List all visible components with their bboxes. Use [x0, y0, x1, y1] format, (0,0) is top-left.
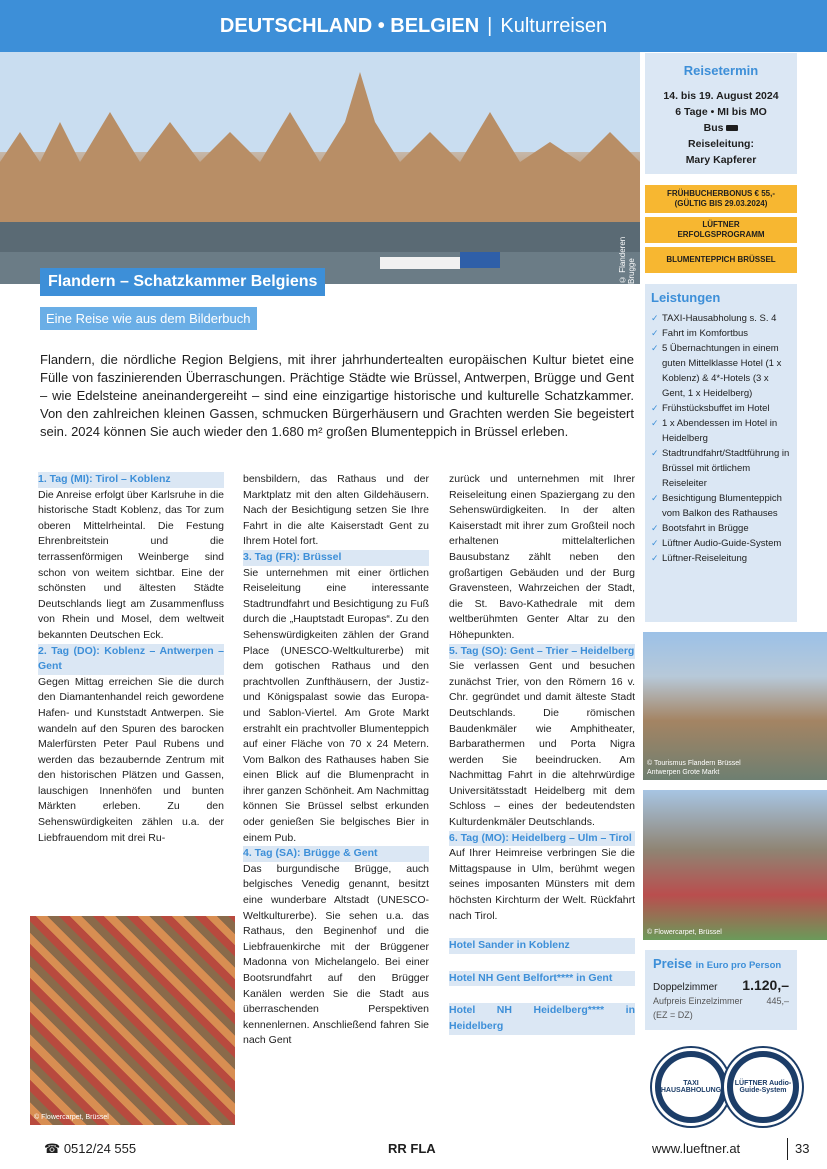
price-double-row [653, 977, 789, 993]
day-4-title: 4. Tag (SA): Brügge & Gent [243, 846, 429, 862]
flower-credit: © Flowercarpet, Brüssel [647, 929, 722, 936]
footer-website[interactable]: www.lueftner.at [652, 1141, 741, 1156]
taxi-seal-text: TAXI HAUSABHOLUNG [661, 1057, 721, 1117]
footer-phone [44, 1141, 136, 1157]
leistungen-list [651, 311, 791, 566]
leistung-item: ✓ TAXI-Hausabholung s. S. 4 [651, 311, 791, 326]
leistung-item: ✓ Frühstücksbuffet im Hotel [651, 401, 791, 416]
reisetermin-heading: Reisetermin [683, 63, 759, 78]
header-separator: | [487, 14, 493, 37]
price-heading [653, 956, 789, 971]
footer-code: RR FLA [388, 1141, 436, 1156]
antwerp-credit [647, 759, 741, 777]
reisetermin-leader-label: Reiseleitung: [688, 138, 754, 150]
page-footer [0, 1138, 827, 1160]
hotel-koblenz: Hotel Sander in Koblenz [449, 938, 635, 954]
leistung-item: ✓ Lüftner-Reiseleitung [651, 551, 791, 566]
itinerary-column-1 [38, 472, 224, 846]
intro-text: Flandern, die nördliche Region Belgiens, mit ihrer jahrhundertealten europäischen Kultur bietet eine Fülle von faszinierenden Überraschungen. Prächtige Städte wie Brüssel, Antwerpen, Brügge und Gent – wie Edelsteine aneinandergereiht – sind eine einzigartige historische und kulturelle Schatzkammer. Von den zahlreichen kleinen Gassen, schmucken Bürgerhäusern und Grachten werden Sie begeistert sein. 2024 können Sie auch wieder den 1.680 m² großen Blumenteppich in Brüssel erleben. [40, 352, 634, 439]
day-6-text: Auf Ihrer Heimreise verbringen Sie die Mittagspause in Ulm, berühmt wegen seines imposanten Münsters mit dem höchsten Kirchturm der Welt. Rückfahrt nach Tirol. [449, 847, 635, 922]
hero-photo [0, 52, 640, 284]
day-6-title: 6. Tag (MO): Heidelberg – Ulm – Tirol [449, 831, 635, 847]
hero-illustration [0, 52, 640, 284]
page-number: 33 [795, 1141, 810, 1156]
itinerary-column-2 [243, 472, 429, 1049]
day-4-text: Das burgundische Brügge, auch belgisches Venedig genannt, besitzt eine wunderbare Altstadt (UNESCO-Weltkulturerbe). Sie sehen u.a. das Rathaus, den Beginenhof und die Liebfrauenkirche mit der Brüggener Madonna von Michelangelo. Bei einer Bootsrundfahrt auf den Brügger Kanälen werden Sie die Stadt aus überraschenden Perspektiven kennenlernen. Anschließend fahren Sie nach Gent [243, 862, 429, 1047]
audio-guide-seal-text: LÜFTNER Audio-Guide-System [733, 1057, 793, 1117]
badge-fruehbucher: FRÜHBUCHERBONUS € 55,- (GÜLTIG BIS 29.03.2024) [645, 185, 797, 213]
day-2-title: 2. Tag (DO): Koblenz – Antwerpen – Gent [38, 644, 224, 675]
leistung-item: ✓ 1 x Abendessen im Hotel in Heidelberg [651, 416, 791, 446]
day-5-text: Sie verlassen Gent und besuchen zunächst Trier, von den Römern 16 v. Chr. gegründet und damit älteste Stadt Deutschlands. Die römischen Baudenkmäler wie Amphitheater, Barbarathermen und Porta Nigra werden Sie beeindrucken. Am Nachmittag Fahrt in die altehrwürdige Universitätsstadt Heidelberg mit dem Schloss – eines der bedeutendsten Kulturdenkmäler Deutschlands. [449, 660, 635, 829]
day-1-text: Die Anreise erfolgt über Karlsruhe in die historische Stadt Koblenz, das Tor zum oberen Mittelrheintal. Die Festung Ehrenbreitstein und die terrassenförmigen Weinberge sind schon von weitem sichtbar. Eine der schönsten und ältesten Städte Deutschlands liegt am Zusammenfluss von Rhein und Mosel, dem weltweit bekannten Deutschen Eck. [38, 488, 224, 641]
leistung-item: ✓ Stadtrundfahrt/Stadtführung in Brüssel mit örtlichem Reiseleiter [651, 446, 791, 491]
flowercarpet-credit: © Flowercarpet, Brüssel [34, 1114, 109, 1121]
audio-guide-seal [724, 1048, 802, 1126]
price-single-value: 445,– [766, 996, 789, 1006]
leistungen-heading: Leistungen [651, 290, 721, 305]
brussels-flower-photo [643, 790, 827, 940]
day-2-text-continued: bensbildern, das Rathaus und der Marktplatz mit den alten Gildehäusern. Nach der Besichtigung setzen Sie Ihre Fahrt in die alte Kaiserstadt Gent zu Ihrem Hotel fort. [243, 473, 429, 548]
reisetermin-leader-name: Mary Kapferer [685, 154, 757, 166]
taxi-seal [652, 1048, 730, 1126]
leistung-item: ✓ 5 Übernachtungen in einem guten Mittelklasse Hotel (1 x Koblenz) & 4*-Hotels (3 x Gent, 1 x Heidelberg) [651, 341, 791, 401]
price-single-row [653, 995, 789, 1007]
flowercarpet-photo [30, 916, 235, 1125]
hotel-heidelberg: Hotel NH Heidelberg**** in Heidelberg [449, 1003, 635, 1034]
day-3-text: Sie unternehmen mit einer örtlichen Reiseleitung eine interessante Stadtrundfahrt und Besichtigung zu Fuß durch die „Hauptstadt Europas“. Zu den Sehenswürdigkeiten zählen der Grand Place (UNESCO-Weltkulturerbe) mit dem gotischen Rathaus und den prachtvollen Zunfthäusern, der Justiz- und Königspalast sowie das Europa- und Sablon-Viertel. Am Grote Markt erstrahlt ein prachtvoller Blumenteppich auf einer Fläche von 70 x 24 Metern. Vom Balkon des Rathauses haben Sie einen Blick auf die Blumenpracht in ihrer ganzen Schönheit. Am Nachmittag können Sie Brüssel selbst erkunden oder genießen Sie belgisches Bier in einem Pub. [243, 566, 429, 844]
price-double-value: 1.120,– [742, 977, 789, 993]
price-single-label: Aufpreis Einzelzimmer [653, 996, 743, 1006]
phone-icon: ☎ [44, 1141, 61, 1156]
day-3-title: 3. Tag (FR): Brüssel [243, 550, 429, 566]
day-1-title: 1. Tag (MI): Tirol – Koblenz [38, 472, 224, 488]
leistung-item: ✓ Lüftner Audio-Guide-System [651, 536, 791, 551]
header-countries: DEUTSCHLAND • BELGIEN [219, 14, 480, 37]
price-heading-label: Preise [653, 956, 693, 971]
day-5-title: 5. Tag (SO): Gent – Trier – Heidelberg [449, 644, 635, 660]
antwerp-photo [643, 632, 827, 780]
leistungen-box [645, 284, 797, 622]
day-2-text: Gegen Mittag erreichen Sie die durch den Diamantenhandel reich gewordene Hafen- und Kunststadt Antwerpen. Sie wandeln auf den Spuren des barocken Malerfürsten Peter Paul Rubens und werden das bezaubernde Zentrum mit den historischen Plätzen und Gassen, lauschigen Innenhöfen und bunten Märkten erleben. Zu den Sehenswürdigkeiten zählen u.a. der Liebfrauendom mit drei Ru- [38, 675, 224, 844]
day-4-text-continued: zurück und unternehmen mit Ihrer Reiseleitung einen Spaziergang zu den Sehenswürdigkeiten. In der alten Kaiserstadt mit ihrer zum Großteil noch erhaltenen mittelalterlichen Bausubstanz zählt neben den großartigen Gebäuden und der Burg Gravensteen, Wahrzeichen der Stadt, die St. Bavo-Kathedrale mit dem weltberühmten Genter Altar zu den Höhepunkten. [449, 473, 635, 641]
hero-credit: © Flanderen Brugge [618, 236, 636, 284]
footer-phone-number: 0512/24 555 [63, 1141, 137, 1156]
reisetermin-transport [649, 120, 793, 136]
price-box [645, 950, 797, 1030]
leistung-item: ✓ Bootsfahrt in Brügge [651, 521, 791, 536]
antwerp-credit-line-1: © Tourismus Flandern Brüssel [647, 760, 741, 767]
page-subtitle: Eine Reise wie aus dem Bilderbuch [40, 307, 257, 330]
hotel-gent: Hotel NH Gent Belfort**** in Gent [449, 971, 635, 987]
footer-divider [787, 1138, 788, 1160]
page-title: Flandern – Schatzkammer Belgiens [40, 268, 325, 296]
bus-icon [726, 125, 738, 131]
itinerary-column-3 [449, 472, 635, 1035]
transport-label: Bus [703, 122, 724, 134]
leistung-item: ✓ Fahrt im Komfortbus [651, 326, 791, 341]
reisetermin-box [645, 53, 797, 174]
leistung-item: ✓ Besichtigung Blumenteppich vom Balkon des Rathauses [651, 491, 791, 521]
badge-erfolgsprogramm: LÜFTNER ERFOLGSPROGRAMM [645, 217, 797, 243]
page-header [0, 0, 827, 52]
price-double-label: Doppelzimmer [653, 982, 718, 993]
price-heading-note: in Euro pro Person [695, 960, 782, 971]
price-single-note: (EZ = DZ) [653, 1010, 693, 1020]
reisetermin-duration: 6 Tage • MI bis MO [675, 106, 767, 118]
antwerp-credit-line-2: Antwerpen Grote Markt [647, 769, 720, 776]
badge-blumenteppich: BLUMENTEPPICH BRÜSSEL [645, 247, 797, 273]
reisetermin-dates: 14. bis 19. August 2024 [663, 90, 779, 102]
header-category: Kulturreisen [500, 14, 608, 37]
